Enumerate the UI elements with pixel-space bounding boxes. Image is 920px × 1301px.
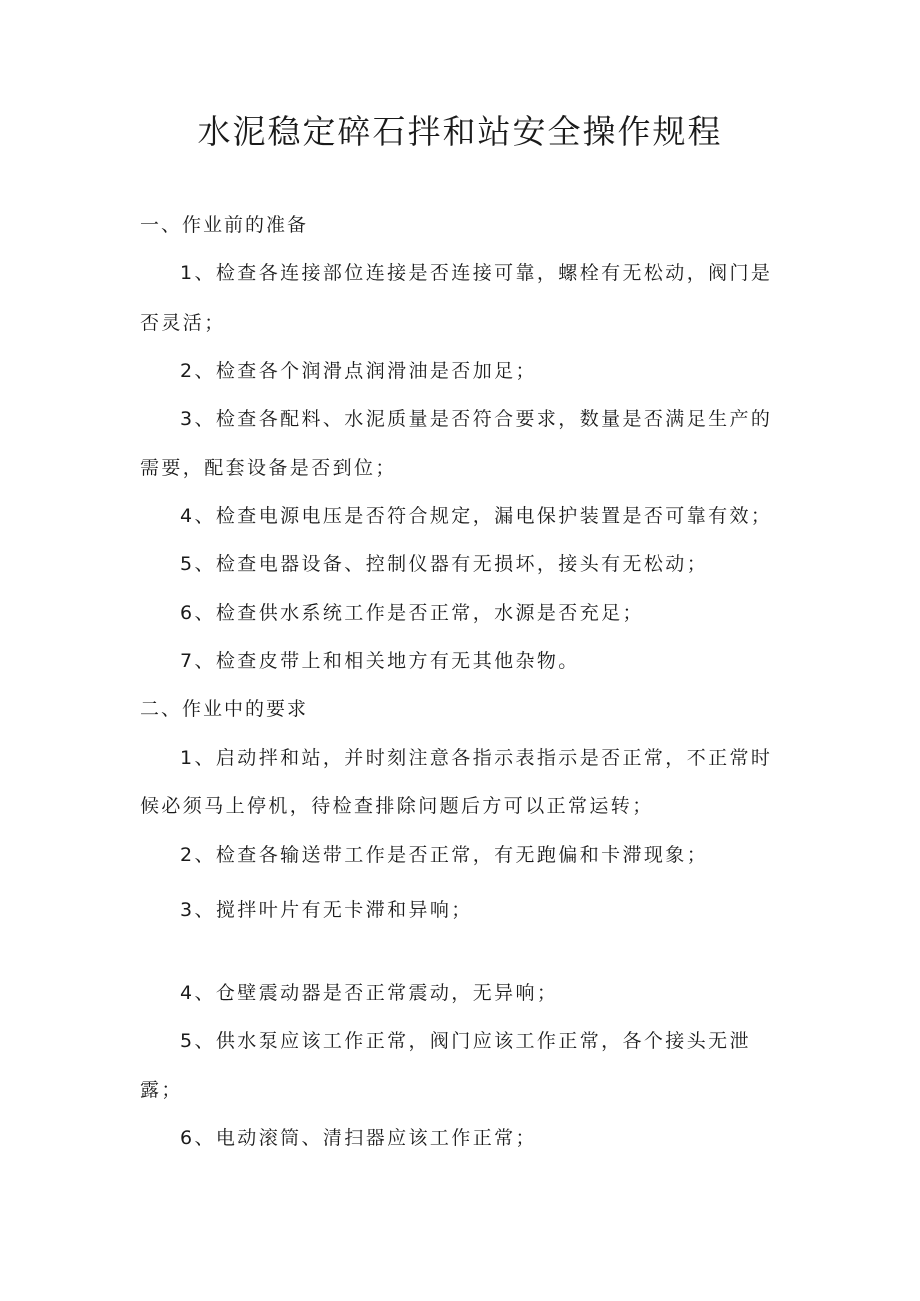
paragraph-line: 1、检查各连接部位连接是否连接可靠，螺栓有无松动，阀门是: [180, 262, 773, 284]
paragraph-line: 1、启动拌和站，并时刻注意各指示表指示是否正常，不正常时: [180, 747, 773, 769]
paragraph-line: 候必须马上停机，待检查排除问题后方可以正常运转；: [140, 795, 654, 817]
paragraph-line: 2、检查各输送带工作是否正常，有无跑偏和卡滞现象；: [180, 844, 709, 866]
section-heading: 一、作业前的准备: [140, 214, 309, 236]
paragraph-line: 4、检查电源电压是否符合规定，漏电保护装置是否可靠有效；: [180, 505, 773, 527]
section-heading: 二、作业中的要求: [140, 698, 309, 720]
paragraph-line: 否灵活；: [140, 312, 226, 334]
paragraph-line: 需要，配套设备是否到位；: [140, 457, 397, 479]
paragraph-line: 5、供水泵应该工作正常，阀门应该工作正常，各个接头无泄: [180, 1030, 751, 1052]
paragraph-line: 5、检查电器设备、控制仪器有无损坏，接头有无松动；: [180, 553, 709, 575]
document-title: 水泥稳定碎石拌和站安全操作规程: [197, 112, 723, 151]
paragraph-line: 2、检查各个润滑点润滑油是否加足；: [180, 360, 537, 382]
paragraph-line: 3、检查各配料、水泥质量是否符合要求，数量是否满足生产的: [180, 408, 773, 430]
paragraph-line: 6、检查供水系统工作是否正常，水源是否充足；: [180, 602, 644, 624]
paragraph-line: 4、仓壁震动器是否正常震动，无异响；: [180, 982, 559, 1004]
paragraph-line: 3、搅拌叶片有无卡滞和异响；: [180, 899, 473, 921]
paragraph-line: 7、检查皮带上和相关地方有无其他杂物。: [180, 650, 580, 672]
paragraph-line: 6、电动滚筒、清扫器应该工作正常；: [180, 1127, 537, 1149]
paragraph-line: 露；: [140, 1079, 183, 1101]
